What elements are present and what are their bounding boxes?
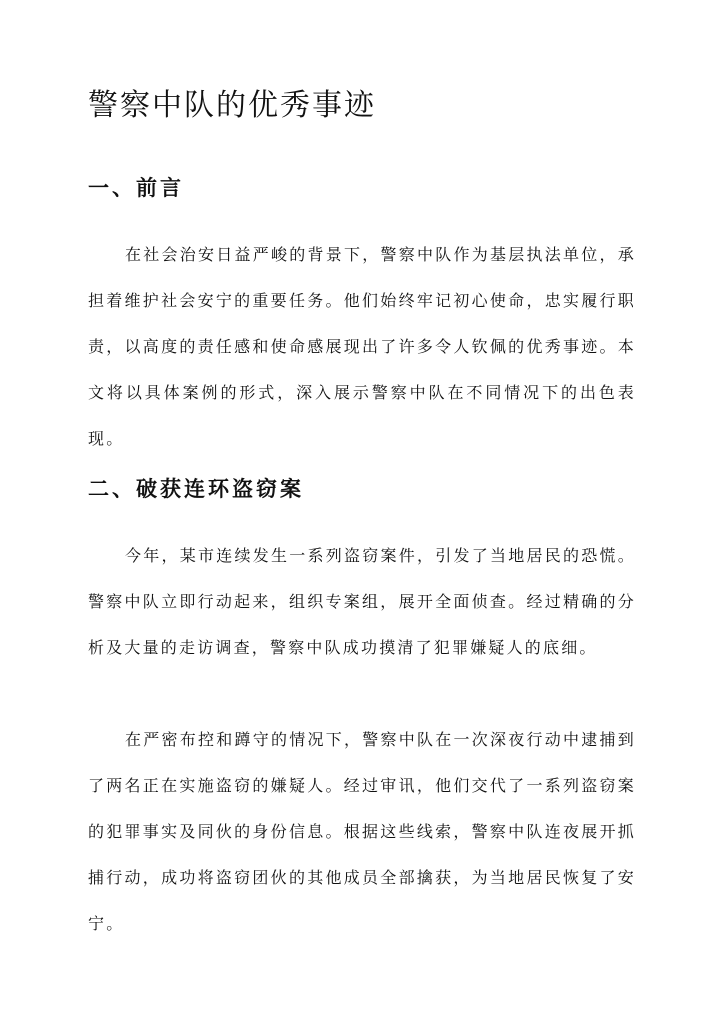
- section-heading-theft-case: 二、破获连环盗窃案: [88, 476, 304, 501]
- preface-paragraph: 在社会治安日益严峻的背景下，警察中队作为基层执法单位，承担着维护社会安宁的重要任务。他们始终牢记初心使命，忠实履行职责，以高度的责任感和使命感展现出了许多令人钦佩的优秀事迹。本文将以具体案例的形式，深入展示警察中队在不同情况下的出色表现。: [88, 245, 636, 448]
- section-heading-preface: 一、前言: [88, 175, 184, 200]
- theft-case-paragraph-2: 在严密布控和蹲守的情况下，警察中队在一次深夜行动中逮捕到了两名正在实施盗窃的嫌疑人。经过审讯，他们交代了一系列盗窃案的犯罪事实及同伙的身份信息。根据这些线索，警察中队连夜展开抓捕行动，成功将盗窃团伙的其他成员全部擒获，为当地居民恢复了安宁。: [88, 730, 636, 933]
- document-title: 警察中队的优秀事迹: [88, 88, 376, 123]
- theft-case-paragraph-1: 今年，某市连续发生一系列盗窃案件，引发了当地居民的恐慌。警察中队立即行动起来，组织专案组，展开全面侦查。经过精确的分析及大量的走访调查，警察中队成功摸清了犯罪嫌疑人的底细。: [88, 546, 636, 657]
